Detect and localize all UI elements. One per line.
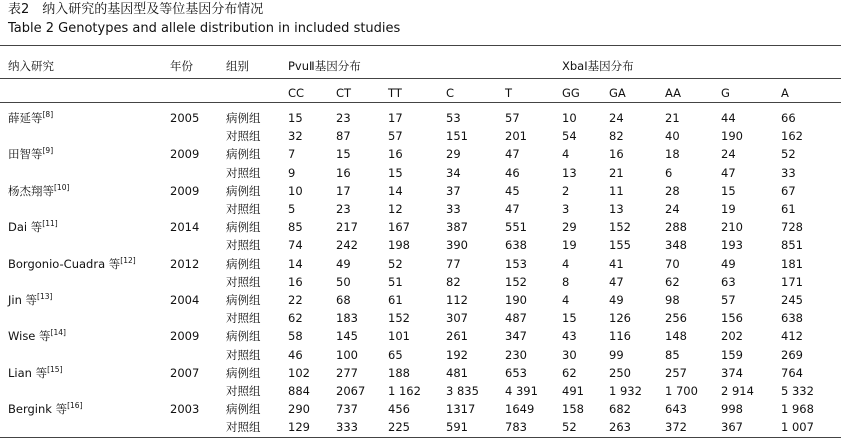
table-cell: 851: [781, 238, 803, 253]
table-cell: 225: [388, 420, 410, 435]
table-cell: 46: [505, 165, 520, 180]
table-cell: 24: [665, 202, 680, 216]
study-reference: [11]: [42, 219, 58, 229]
table-cell: 50: [336, 274, 351, 289]
table-cell: 261: [446, 329, 468, 344]
table-cell: 44: [721, 111, 736, 125]
table-cell: 54: [562, 129, 577, 144]
table-cell: 181: [781, 256, 803, 271]
table-cell: 653: [505, 365, 527, 380]
table-cell: 1 700: [665, 384, 698, 398]
table-cell: 29: [562, 220, 577, 235]
group-label: 对照组: [226, 311, 261, 326]
table-cell: 3 835: [446, 384, 479, 398]
table-cell: 257: [665, 365, 687, 380]
study-label: [8, 293, 52, 307]
table-cell: 737: [336, 402, 358, 417]
study-reference: [16]: [67, 401, 83, 411]
table-cell: 16: [336, 165, 351, 180]
table-cell: 45: [505, 183, 520, 198]
study-label: [8, 220, 58, 234]
col-header: T: [505, 86, 513, 100]
study-name: 田智等: [8, 147, 43, 162]
table-cell: 277: [336, 365, 358, 380]
table-cell: 47: [721, 165, 736, 180]
study-name: Bergink 等: [8, 402, 68, 417]
col-header: TT: [388, 86, 402, 100]
table-cell: 66: [781, 111, 796, 125]
header-study: 纳入研究: [8, 59, 54, 73]
study-year: 2003: [170, 402, 200, 417]
table-cell: 162: [781, 129, 803, 144]
study-year: 2009: [170, 147, 200, 162]
header-year: 年份: [170, 59, 193, 73]
table-cell: 153: [505, 256, 527, 271]
study-year: 2009: [170, 329, 200, 344]
table-cell: 412: [781, 329, 803, 344]
table-cell: 183: [336, 311, 358, 326]
table-cell: 24: [721, 147, 736, 162]
table-cell: 290: [288, 402, 310, 417]
table-cell: 242: [336, 238, 358, 253]
table-cell: 15: [721, 183, 736, 198]
study-name: Jin 等: [8, 293, 38, 307]
table-cell: 61: [388, 293, 403, 307]
table-cell: 62: [665, 274, 680, 289]
table-cell: 85: [665, 347, 680, 362]
col-header: G: [721, 86, 730, 100]
group-label: 病例组: [226, 111, 261, 125]
study-reference: [12]: [120, 255, 136, 265]
group-label: 对照组: [226, 274, 261, 289]
table-cell: 682: [609, 402, 631, 417]
table-cell: 10: [562, 111, 577, 125]
col-header: GG: [562, 86, 580, 100]
table-cell: 53: [446, 111, 461, 125]
table-cell: 390: [446, 238, 468, 253]
table-cell: 201: [505, 129, 527, 144]
table-cell: 23: [336, 202, 351, 216]
table-cell: 62: [562, 365, 577, 380]
table-cell: 63: [721, 274, 736, 289]
table-cell: 98: [665, 293, 680, 307]
study-name: Wise 等: [8, 329, 51, 344]
study-reference: [14]: [50, 328, 66, 338]
table-cell: 85: [288, 220, 303, 235]
table-cell: 14: [388, 183, 403, 198]
study-label: [8, 329, 66, 343]
group-label: 对照组: [226, 347, 261, 362]
table-cell: 16: [609, 147, 624, 162]
table-cell: 15: [288, 111, 303, 125]
table-cell: 99: [609, 347, 624, 362]
study-reference: [13]: [37, 292, 53, 301]
table-cell: 4: [562, 293, 570, 307]
table-cell: 23: [336, 111, 351, 125]
table-cell: 82: [446, 274, 461, 289]
study-label: [8, 111, 53, 125]
table-cell: 46: [288, 347, 303, 362]
table-cell: 82: [609, 129, 624, 144]
table-cell: 348: [665, 238, 687, 253]
table-cell: 15: [336, 147, 351, 162]
group-label: 对照组: [226, 420, 261, 435]
table-caption-en: Table 2 Genotypes and allele distribution in included studies: [8, 21, 401, 36]
table-cell: 1 968: [781, 402, 814, 417]
group-label: 病例组: [226, 293, 261, 307]
group-label: 病例组: [226, 183, 261, 198]
col-header: CT: [336, 86, 352, 100]
table-cell: 15: [388, 165, 403, 180]
table-cell: 374: [721, 365, 743, 380]
table-cell: 57: [721, 293, 736, 307]
table-cell: 230: [505, 347, 527, 362]
study-reference: [9]: [42, 146, 54, 156]
table-cell: 998: [721, 402, 743, 417]
table-cell: 764: [781, 365, 803, 380]
study-name: 薛延等: [8, 111, 43, 125]
table-cell: 40: [665, 129, 680, 144]
col-header: A: [781, 86, 789, 100]
table-rule: [0, 437, 841, 438]
group-label: 病例组: [226, 402, 261, 417]
table-cell: 192: [446, 347, 468, 362]
study-label: [8, 402, 83, 416]
study-year: 2004: [170, 293, 200, 307]
table-cell: 156: [721, 311, 743, 326]
group-label: 对照组: [226, 202, 261, 216]
table-cell: 152: [388, 311, 410, 326]
table-cell: 29: [446, 147, 461, 162]
header-xba-distribution: XbaⅠ基因分布: [562, 59, 634, 73]
table-cell: 52: [781, 147, 796, 162]
table-cell: 100: [336, 347, 358, 362]
table-cell: 12: [388, 202, 403, 216]
table-cell: 57: [505, 111, 520, 125]
table-cell: 5 332: [781, 384, 814, 398]
table-cell: 16: [288, 274, 303, 289]
table-cell: 34: [446, 165, 461, 180]
table-cell: 159: [721, 347, 743, 362]
group-label: 对照组: [226, 165, 261, 180]
table-cell: 7: [288, 147, 296, 162]
table-cell: 551: [505, 220, 527, 235]
table-cell: 1 932: [609, 384, 642, 398]
table-cell: 5: [288, 202, 296, 216]
table-rule: [0, 45, 841, 46]
table-cell: 210: [721, 220, 743, 235]
study-reference: [10]: [54, 182, 70, 192]
table-cell: 24: [609, 111, 624, 125]
table-cell: 245: [781, 293, 803, 307]
table-cell: 288: [665, 220, 687, 235]
table-cell: 126: [609, 311, 631, 326]
table-cell: 1317: [446, 402, 476, 417]
table-cell: 2: [562, 183, 570, 198]
table-cell: 49: [609, 293, 624, 307]
table-cell: 1 007: [781, 420, 814, 435]
table-cell: 263: [609, 420, 631, 435]
table-cell: 591: [446, 420, 468, 435]
table-cell: 151: [446, 129, 468, 144]
table-cell: 70: [665, 256, 680, 271]
table-cell: 18: [665, 147, 680, 162]
study-label: [8, 184, 69, 198]
table-cell: 61: [781, 202, 796, 216]
col-header: AA: [665, 86, 682, 100]
table-cell: 188: [388, 365, 410, 380]
table-cell: 22: [288, 293, 303, 307]
table-cell: 74: [288, 238, 303, 253]
table-cell: 62: [288, 311, 303, 326]
group-label: 病例组: [226, 256, 261, 271]
pvu-group-rule: [288, 78, 550, 79]
study-year: 2005: [170, 111, 200, 125]
table-cell: 4: [562, 256, 570, 271]
table-cell: 21: [609, 165, 624, 180]
study-label: [8, 147, 53, 161]
table-cell: 643: [665, 402, 687, 417]
table-cell: 190: [505, 293, 527, 307]
table-cell: 16: [388, 147, 403, 162]
table-cell: 367: [721, 420, 743, 435]
table-cell: 17: [388, 111, 403, 125]
study-name: 杨杰翔等: [8, 183, 54, 198]
table-cell: 152: [505, 274, 527, 289]
table-cell: 112: [446, 293, 468, 307]
group-label: 病例组: [226, 147, 261, 162]
table-cell: 41: [609, 256, 624, 271]
table-cell: 728: [781, 220, 803, 235]
table-cell: 3: [562, 202, 570, 216]
table-cell: 15: [562, 311, 577, 326]
table-cell: 638: [781, 311, 803, 326]
table-cell: 148: [665, 329, 687, 344]
table-cell: 9: [288, 165, 296, 180]
study-name: Borgonio-Cuadra 等: [8, 256, 121, 271]
table-cell: 13: [609, 202, 624, 216]
table-cell: 129: [288, 420, 310, 435]
table-cell: 202: [721, 329, 743, 344]
table-cell: 47: [609, 274, 624, 289]
table-cell: 102: [288, 365, 310, 380]
table-cell: 33: [781, 165, 796, 180]
table-cell: 190: [721, 129, 743, 144]
table-cell: 52: [388, 256, 403, 271]
table-cell: 28: [665, 183, 680, 198]
table-cell: 145: [336, 329, 358, 344]
table-cell: 13: [562, 165, 577, 180]
table-cell: 333: [336, 420, 358, 435]
group-label: 对照组: [226, 129, 261, 144]
table-rule: [0, 102, 841, 103]
table-cell: 152: [609, 220, 631, 235]
table-cell: 481: [446, 365, 468, 380]
table-cell: 171: [781, 274, 803, 289]
table-cell: 57: [388, 129, 403, 144]
table-cell: 11: [609, 183, 624, 198]
table-cell: 32: [288, 129, 303, 144]
table-cell: 30: [562, 347, 577, 362]
table-cell: 347: [505, 329, 527, 344]
table-cell: 307: [446, 311, 468, 326]
study-year: 2012: [170, 256, 200, 271]
study-name: Dai 等: [8, 220, 43, 235]
table-cell: 37: [446, 183, 461, 198]
table-cell: 2067: [336, 384, 366, 398]
col-header: C: [446, 86, 455, 100]
study-name: Lian 等: [8, 365, 48, 380]
header-pvu-distribution: PvuⅡ基因分布: [288, 59, 361, 73]
table-cell: 387: [446, 220, 468, 235]
table-cell: 2 914: [721, 384, 754, 398]
table-cell: 17: [336, 183, 351, 198]
group-label: 对照组: [226, 238, 261, 253]
header-group: 组别: [226, 59, 249, 73]
table-cell: 193: [721, 238, 743, 253]
table-cell: 65: [388, 347, 403, 362]
table-cell: 116: [609, 329, 631, 344]
table-cell: 4: [562, 147, 570, 162]
table-cell: 77: [446, 256, 461, 271]
table-cell: 250: [609, 365, 631, 380]
table-cell: 87: [336, 129, 351, 144]
table-cell: 269: [781, 347, 803, 362]
study-year: 2007: [170, 365, 200, 380]
table-cell: 256: [665, 311, 687, 326]
table-cell: 638: [505, 238, 527, 253]
table-cell: 155: [609, 238, 631, 253]
table-cell: 51: [388, 274, 403, 289]
table-cell: 167: [388, 220, 410, 235]
table-cell: 58: [288, 329, 303, 344]
table-cell: 101: [388, 329, 410, 344]
table-cell: 884: [288, 384, 310, 398]
table-cell: 1649: [505, 402, 535, 417]
table-cell: 158: [562, 402, 584, 417]
table-cell: 19: [562, 238, 577, 253]
group-label: 病例组: [226, 329, 261, 344]
study-reference: [15]: [47, 364, 63, 374]
table-cell: 372: [665, 420, 687, 435]
table-cell: 43: [562, 329, 577, 344]
table-cell: 456: [388, 402, 410, 417]
study-label: [8, 366, 63, 380]
table-cell: 21: [665, 111, 680, 125]
group-label: 对照组: [226, 384, 261, 398]
group-label: 病例组: [226, 365, 261, 380]
table-cell: 1 162: [388, 384, 421, 398]
table-cell: 14: [288, 256, 303, 271]
col-header: CC: [288, 86, 305, 100]
table-cell: 198: [388, 238, 410, 253]
table-cell: 33: [446, 202, 461, 216]
table-cell: 487: [505, 311, 527, 326]
table-cell: 52: [562, 420, 577, 435]
table-caption-cn: 表2 纳入研究的基因型及等位基因分布情况: [8, 2, 264, 17]
table-cell: 217: [336, 220, 358, 235]
table-cell: 47: [505, 202, 520, 216]
table-cell: 67: [781, 183, 796, 198]
study-year: 2014: [170, 220, 200, 235]
table-cell: 49: [721, 256, 736, 271]
study-year: 2009: [170, 183, 200, 198]
table-cell: 491: [562, 384, 584, 398]
table-cell: 68: [336, 293, 351, 307]
col-header: GA: [609, 86, 626, 100]
table-cell: 19: [721, 202, 736, 216]
table-cell: 47: [505, 147, 520, 162]
table-cell: 10: [288, 183, 303, 198]
table-cell: 8: [562, 274, 570, 289]
table-cell: 6: [665, 165, 673, 180]
table-cell: 49: [336, 256, 351, 271]
study-label: [8, 257, 136, 271]
table-cell: 783: [505, 420, 527, 435]
study-reference: [8]: [42, 110, 54, 119]
table-cell: 4 391: [505, 384, 538, 398]
group-label: 病例组: [226, 220, 261, 235]
